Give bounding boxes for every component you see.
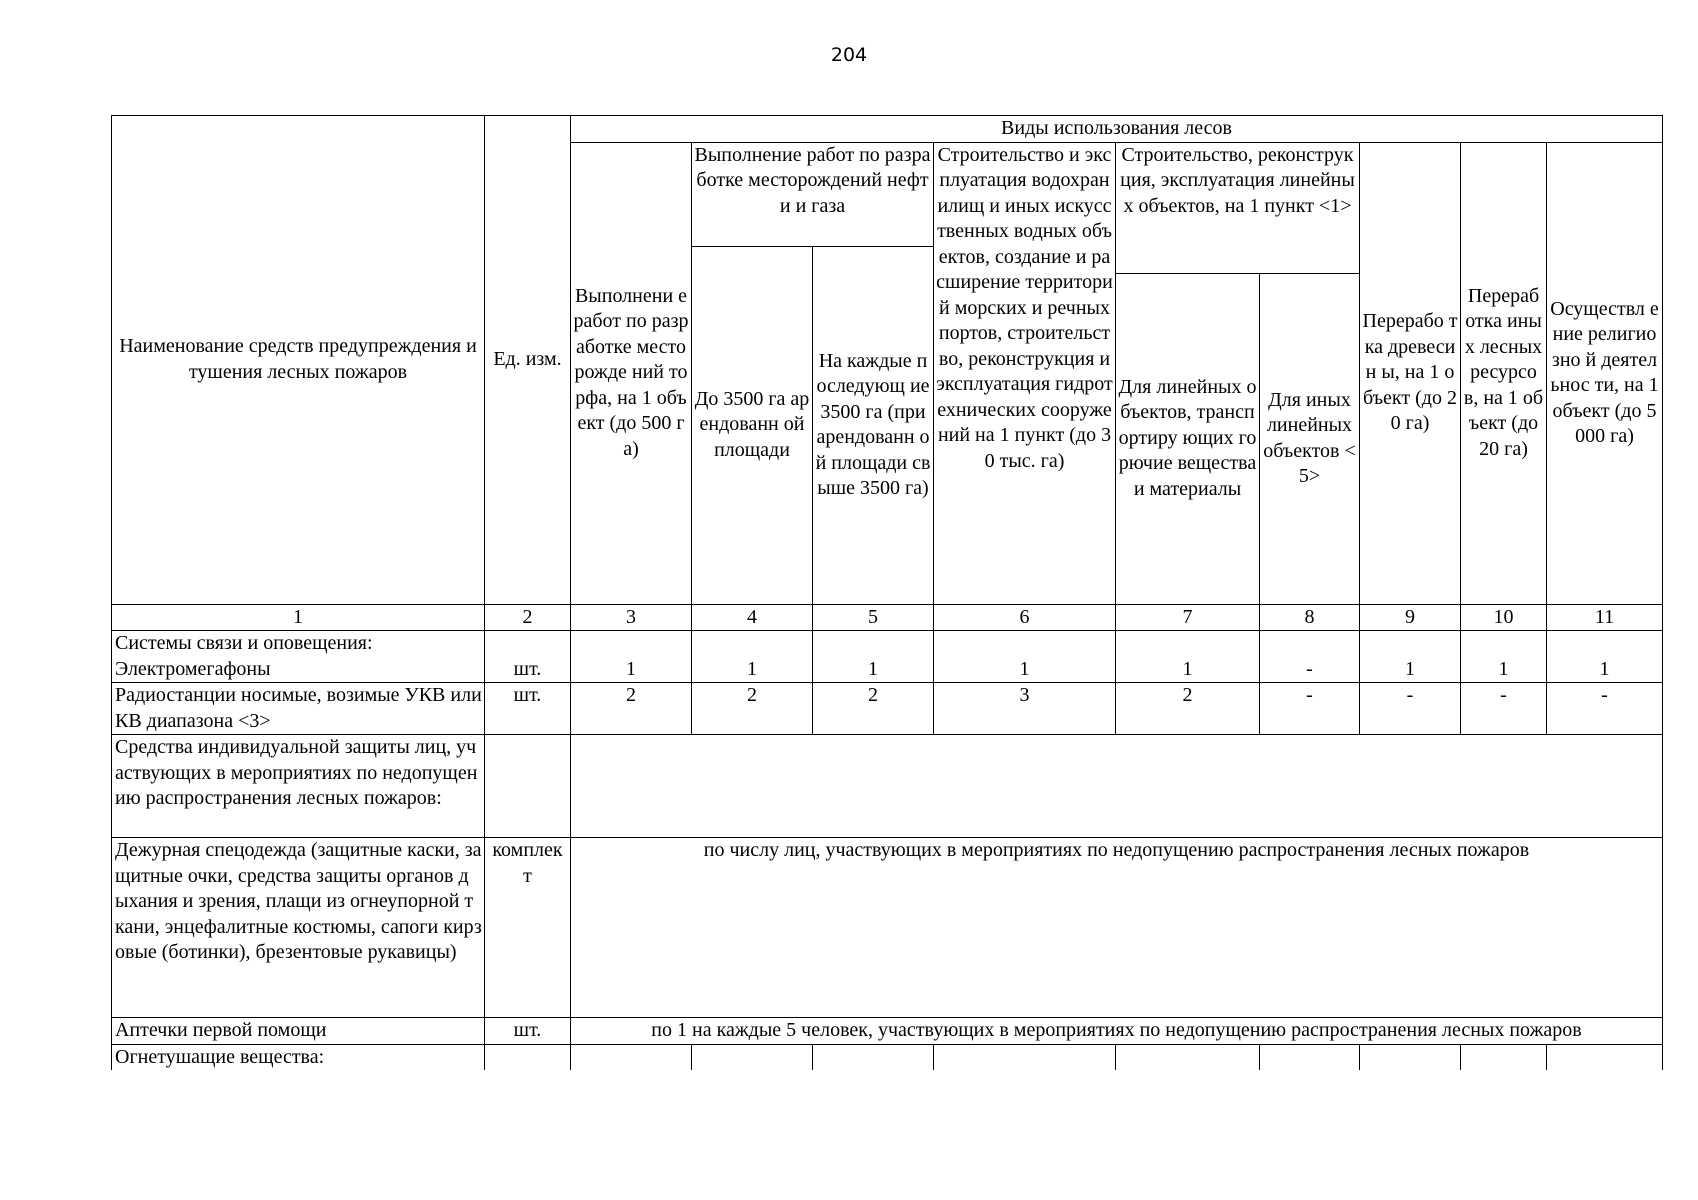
merged-note-cell: по 1 на каждые 5 человек, участвующих в мероприятиях по недопущению распространения лесных пожаров [571, 1018, 1663, 1045]
header-religious-activity: Осуществл ение религиозно й деятельнос ти, на 1 объект (до 5000 га) [1547, 142, 1663, 604]
col-number: 4 [692, 604, 813, 631]
unit-cell: шт. [485, 1018, 571, 1045]
col-number: 1 [112, 604, 485, 631]
empty-cell [934, 1044, 1116, 1070]
empty-cell [485, 1044, 571, 1070]
col-number: 3 [571, 604, 692, 631]
table-row [112, 1018, 1663, 1045]
empty-cell [1260, 1044, 1360, 1070]
header-oil-gas-group: Выполнение работ по разработке месторождений нефти и газа [692, 142, 934, 246]
row-name-protective-clothing: Дежурная спецодежда (защитные каски, защитные очки, средства защиты органов дыхания и зрения, плащи из огнеупорной ткани, энцефалитные костюмы, сапоги кирзовые (ботинки), брезентовые рукавицы) [112, 838, 485, 1018]
column-numbers-row [112, 604, 1663, 631]
value-cell: 1 [813, 631, 934, 683]
table-row [112, 1044, 1663, 1070]
value-cell: 1 [1547, 631, 1663, 683]
empty-cell [1547, 1044, 1663, 1070]
header-other-forest-resources: Перераб отка иных лесных ресурсо в, на 1 объект (до 20 га) [1461, 142, 1547, 604]
header-linear-objects-group: Строительство, реконструкция, эксплуатация линейных объектов, на 1 пункт <1> [1116, 142, 1360, 273]
row-name-personal-protection: Средства индивидуальной защиты лиц, участвующих в мероприятиях по недопущению распространения лесных пожаров: [112, 735, 485, 838]
unit-cell-empty [485, 735, 571, 838]
empty-cell [571, 1044, 692, 1070]
col-number: 7 [1116, 604, 1260, 631]
value-cell: 1 [1461, 631, 1547, 683]
header-up-to-3500: До 3500 га арендованн ой площади [692, 246, 813, 604]
value-cell: - [1260, 631, 1360, 683]
header-peat-extraction: Выполнени е работ по разработке месторожде ний торфа, на 1 объект (до 500 га) [571, 142, 692, 604]
col-number: 5 [813, 604, 934, 631]
section-heading: Системы связи и оповещения: [115, 632, 373, 654]
header-reservoirs-ports: Строительство и эксплуатация водохранилищ и иных искусственных водных объектов, создание и расширение территорий морских и речных портов, строительство, реконструкция и эксплуатация гидротехнических сооружений на 1 пункт (до 30 тыс. га) [934, 142, 1116, 604]
forest-fire-equipment-table [111, 115, 1663, 1070]
table-row [112, 735, 1663, 838]
page-number: 204 [830, 44, 868, 66]
value-cell: 2 [813, 683, 934, 735]
value-cell: 1 [1116, 631, 1260, 683]
header-each-next-3500: На каждые последующ ие 3500 га (при арендованн ой площади свыше 3500 га) [813, 246, 934, 604]
col-number: 8 [1260, 604, 1360, 631]
value-cell: 1 [934, 631, 1116, 683]
col-number: 11 [1547, 604, 1663, 631]
header-other-linear: Для иных линейных объектов <5> [1260, 273, 1360, 604]
header-name-column: Наименование средств предупреждения и тушения лесных пожаров [112, 116, 485, 605]
col-number: 6 [934, 604, 1116, 631]
value-cell: - [1461, 683, 1547, 735]
value-cell: - [1547, 683, 1663, 735]
empty-cell [692, 1044, 813, 1070]
row-name-extinguishing-agents: Огнетушащие вещества: [112, 1044, 485, 1070]
value-cell: 1 [1360, 631, 1461, 683]
unit-cell: шт. [485, 631, 571, 683]
merged-note-cell: по числу лиц, участвующих в мероприятиях по недопущению распространения лесных пожаров [571, 838, 1663, 1018]
table-row [112, 683, 1663, 735]
col-number: 10 [1461, 604, 1547, 631]
table-row [112, 631, 1663, 683]
value-cell: 2 [571, 683, 692, 735]
value-cell: 2 [1116, 683, 1260, 735]
merged-empty-cell [571, 735, 1663, 838]
value-cell: - [1260, 683, 1360, 735]
table-row [112, 838, 1663, 1018]
item-name: Электромегафоны [115, 657, 271, 680]
col-number: 9 [1360, 604, 1461, 631]
row-name-radio-stations: Радиостанции носимые, возимые УКВ или КВ диапазона <3> [112, 683, 485, 735]
value-cell: 2 [692, 683, 813, 735]
value-cell: - [1360, 683, 1461, 735]
empty-cell [813, 1044, 934, 1070]
header-flammable-linear: Для линейных объектов, транспортиру ющих горючие вещества и материалы [1116, 273, 1260, 604]
unit-cell: комплек т [485, 838, 571, 1018]
header-unit-column: Ед. изм. [485, 116, 571, 605]
empty-cell [1360, 1044, 1461, 1070]
row-name-first-aid-kits: Аптечки первой помощи [112, 1018, 485, 1045]
unit-cell: шт. [485, 683, 571, 735]
value-cell: 1 [571, 631, 692, 683]
empty-cell [1461, 1044, 1547, 1070]
col-number: 2 [485, 604, 571, 631]
value-cell: 1 [692, 631, 813, 683]
empty-cell [1116, 1044, 1260, 1070]
value-cell: 3 [934, 683, 1116, 735]
row-name-communications [112, 631, 485, 683]
header-wood-processing: Перерабо тка древесин ы, на 1 объект (до 20 га) [1360, 142, 1461, 604]
header-forest-use-types: Виды использования лесов [571, 116, 1663, 143]
